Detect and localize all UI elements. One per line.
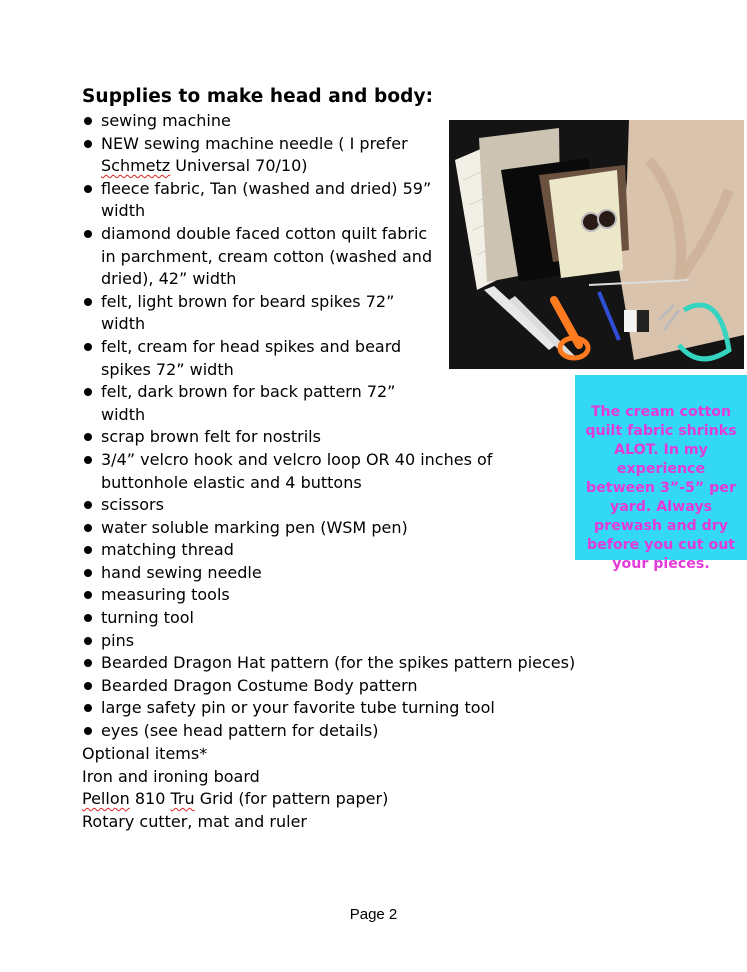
supply-item (82, 720, 575, 743)
supply-item-line: spikes 72” width (101, 359, 234, 379)
supply-item-line: width (101, 314, 146, 334)
supplies-photo (449, 120, 744, 369)
section-heading: Supplies to make head and body: (82, 86, 434, 107)
bullet-icon (84, 343, 92, 351)
supply-item-line: scissors (101, 495, 164, 515)
fabric-shrink-note: The cream cotton quilt fabric shrinks ALOT. In my experience between 3”-5” per yard. Always prewash and dry before you cut out your pieces. (575, 375, 747, 560)
supply-item-line: pins (101, 630, 135, 650)
supply-item (82, 584, 575, 607)
bullet-icon (84, 614, 92, 622)
page-number: Page 2 (349, 906, 398, 923)
bullet-icon (84, 569, 92, 577)
supplies-photo-illustration (449, 120, 744, 369)
optional-item: Rotary cutter, mat and ruler (82, 811, 307, 831)
bullet-icon (84, 117, 92, 125)
optional-item: Iron and ironing board (82, 766, 260, 786)
bullet-icon (84, 501, 92, 509)
spellcheck-word: Schmetz (101, 156, 171, 176)
supply-item-line: in parchment, cream cotton (washed and (101, 246, 433, 266)
bullet-icon (84, 659, 92, 667)
supply-item-line: NEW sewing machine needle ( I prefer (101, 133, 408, 153)
supply-item (82, 539, 575, 562)
supply-item (82, 697, 575, 720)
supply-item-line: Bearded Dragon Hat pattern (for the spikes pattern pieces) (101, 653, 576, 673)
bullet-icon (84, 298, 92, 306)
supply-item-line: Schmetz Universal 70/10) (101, 156, 308, 176)
supply-item-line: felt, light brown for beard spikes 72” (101, 291, 395, 311)
supply-item-line: buttonhole elastic and 4 buttons (101, 472, 362, 492)
bullet-icon (84, 727, 92, 735)
supply-item (82, 494, 575, 517)
optional-item: Pellon 810 Tru Grid (for pattern paper) (82, 789, 389, 809)
supply-item (82, 607, 575, 630)
bullet-icon (84, 591, 92, 599)
bullet-icon (84, 524, 92, 532)
supply-item-line: Bearded Dragon Costume Body pattern (101, 675, 418, 695)
bullet-icon (84, 433, 92, 441)
supply-item-line: dried), 42” width (101, 269, 237, 289)
supply-item-line: water soluble marking pen (WSM pen) (101, 517, 408, 537)
supply-item (82, 630, 575, 653)
bullet-icon (84, 140, 92, 148)
supply-item (82, 426, 575, 449)
supply-item-line: hand sewing needle (101, 562, 262, 582)
supply-item-line: sewing machine (101, 111, 231, 130)
spellcheck-word: Pellon (82, 789, 130, 809)
supply-item (82, 449, 575, 494)
supply-item-line: felt, dark brown for back pattern 72” (101, 382, 396, 402)
supply-item-line: 3/4” velcro hook and velcro loop OR 40 inches of (101, 449, 493, 469)
bullet-icon (84, 230, 92, 238)
supply-item (82, 675, 575, 698)
supply-item-line: large safety pin or your favorite tube turning tool (101, 698, 495, 718)
supply-item (82, 652, 575, 675)
supply-item (82, 562, 575, 585)
supply-item (82, 381, 575, 426)
supply-item-line: width (101, 404, 146, 424)
supply-item (82, 517, 575, 540)
supply-item-line: eyes (see head pattern for details) (101, 721, 379, 741)
bullet-icon (84, 546, 92, 554)
bullet-icon (84, 185, 92, 193)
supply-item-line: measuring tools (101, 585, 230, 605)
supply-item-line: scrap brown felt for nostrils (101, 427, 321, 447)
supply-item-line: matching thread (101, 540, 234, 560)
bullet-icon (84, 456, 92, 464)
bullet-icon (84, 682, 92, 690)
supply-item-line: fleece fabric, Tan (washed and dried) 59” (101, 178, 432, 198)
optional-item: Optional items* (82, 744, 208, 763)
supply-item-line: turning tool (101, 608, 194, 628)
supply-item-line: diamond double faced cotton quilt fabric (101, 223, 428, 243)
spellcheck-word: Tru (170, 789, 195, 809)
bullet-icon (84, 704, 92, 712)
bullet-icon (84, 637, 92, 645)
supply-item-line: width (101, 201, 146, 221)
bullet-icon (84, 388, 92, 396)
supply-item-line: felt, cream for head spikes and beard (101, 336, 402, 356)
